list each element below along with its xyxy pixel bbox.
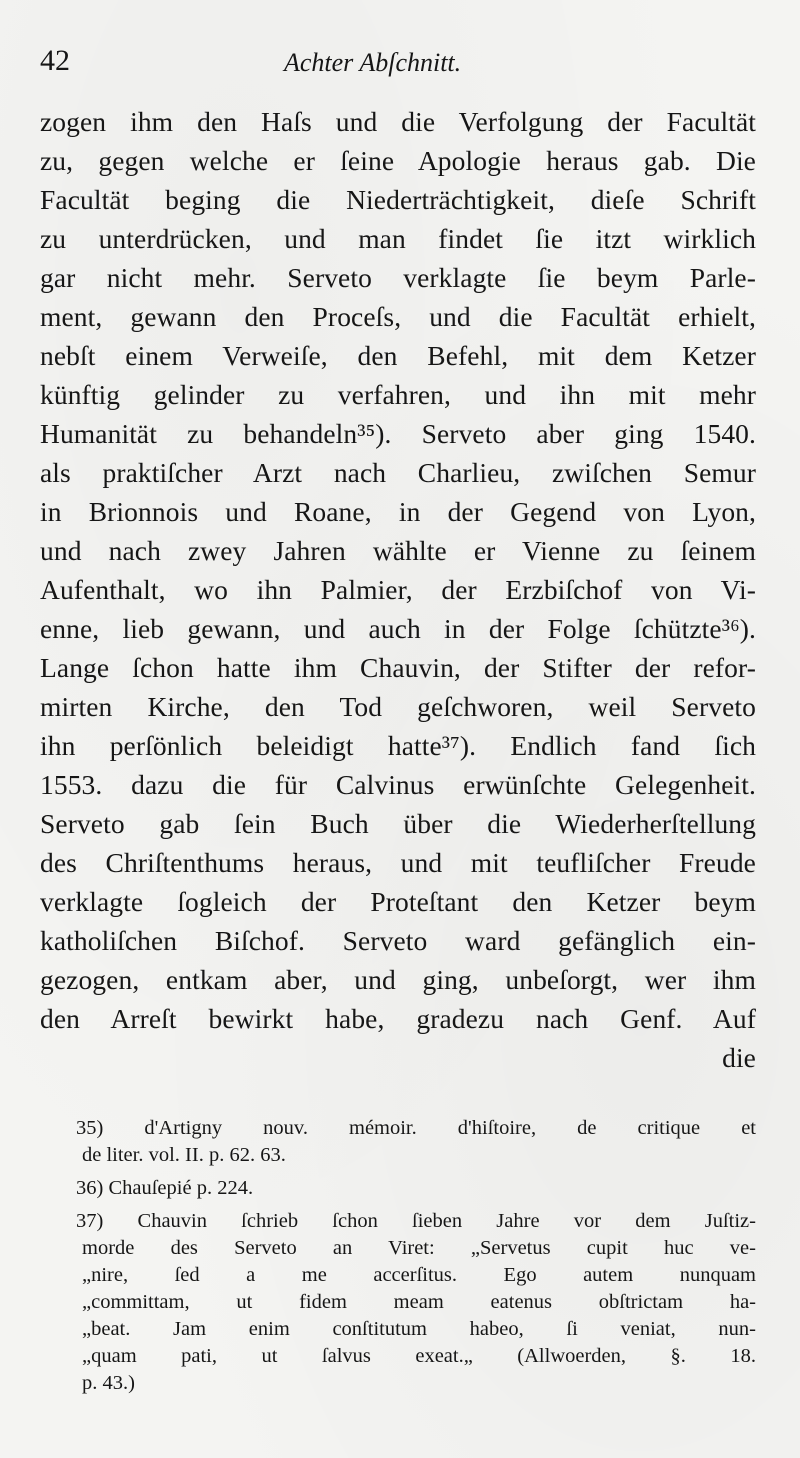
footnote-line: „beat. Jam enim conſtitutum habeo, ſi veniat, nun- — [82, 1318, 756, 1340]
footnote-line: p. 43.) — [82, 1372, 135, 1394]
footnote-37 — [40, 1208, 756, 1397]
body-line: gar nicht mehr. Serveto verklagte ſie beym Parle- — [40, 262, 756, 293]
catchword: die — [722, 1042, 756, 1073]
body-line: Facultät beging die Niederträchtigkeit, dieſe Schrift — [40, 184, 756, 215]
footnote-line: de liter. vol. II. p. 62. 63. — [82, 1144, 286, 1166]
footnote-line: „nire, ſed a me accerſitus. Ego autem nunquam — [82, 1264, 756, 1286]
body-line: mirten Kirche, den Tod geſchworen, weil Serveto — [40, 691, 756, 722]
body-line: in Brionnois und Roane, in der Gegend von Lyon, — [40, 496, 756, 527]
body-line: ihn perſönlich beleidigt hatte³⁷). Endlich fand ſich — [40, 730, 756, 761]
body-line: Humanität zu behandeln³⁵). Serveto aber ging 1540. — [40, 418, 756, 449]
footnote-35 — [40, 1115, 756, 1169]
body-line: verklagte ſogleich der Proteſtant den Ketzer beym — [40, 886, 756, 917]
body-line: enne, lieb gewann, und auch in der Folge ſchützte³⁶). — [40, 613, 756, 644]
body-line: den Arreſt bewirkt habe, gradezu nach Genf. Auf — [40, 1003, 756, 1034]
footnote-line: 35) d'Artigny nouv. mémoir. d'hiſtoire, de critique et — [76, 1117, 756, 1139]
body-line: gezogen, entkam aber, und ging, unbeſorgt, wer ihm — [40, 964, 756, 995]
footnote-36 — [40, 1175, 756, 1202]
footnotes — [40, 1115, 756, 1397]
body-line: 1553. dazu die für Calvinus erwünſchte Gelegenheit. — [40, 769, 756, 800]
body-line: des Chriſtenthums heraus, und mit teufliſcher Freude — [40, 847, 756, 878]
footnote-line: morde des Serveto an Viret: „Servetus cupit huc ve- — [82, 1237, 756, 1259]
body-line: nebſt einem Verweiſe, den Befehl, mit dem Ketzer — [40, 340, 756, 371]
body-line: katholiſchen Biſchof. Serveto ward gefänglich ein- — [40, 925, 756, 956]
page-number: 42 — [40, 44, 70, 77]
running-head: Achter Abſchnitt. — [284, 48, 462, 77]
footnote-line: 36) Chauſepié p. 224. — [76, 1177, 254, 1199]
body-line: Aufenthalt, wo ihn Palmier, der Erzbiſchof von Vi- — [40, 574, 756, 605]
body-line: als praktiſcher Arzt nach Charlieu, zwiſchen Semur — [40, 457, 756, 488]
body-line: Serveto gab ſein Buch über die Wiederherſtellung — [40, 808, 756, 839]
body-line: zu, gegen welche er ſeine Apologie heraus gab. Die — [40, 145, 756, 176]
body-line: ment, gewann den Proceſs, und die Facultät erhielt, — [40, 301, 756, 332]
body-text — [40, 102, 756, 1077]
footnote-line: „quam pati, ut ſalvus exeat.„ (Allwoerden, §. 18. — [82, 1345, 756, 1367]
body-line: zogen ihm den Haſs und die Verfolgung der Facultät — [40, 106, 756, 137]
page-header — [40, 40, 756, 84]
body-line: künftig gelinder zu verfahren, und ihn mit mehr — [40, 379, 756, 410]
footnote-line: 37) Chauvin ſchrieb ſchon ſieben Jahre vor dem Juſtiz- — [76, 1210, 756, 1232]
body-line: Lange ſchon hatte ihm Chauvin, der Stifter der refor- — [40, 652, 756, 683]
body-line: und nach zwey Jahren wählte er Vienne zu ſeinem — [40, 535, 756, 566]
footnote-line: „committam, ut fidem meam eatenus obſtrictam ha- — [82, 1291, 756, 1313]
body-line: zu unterdrücken, und man findet ſie itzt wirklich — [40, 223, 756, 254]
